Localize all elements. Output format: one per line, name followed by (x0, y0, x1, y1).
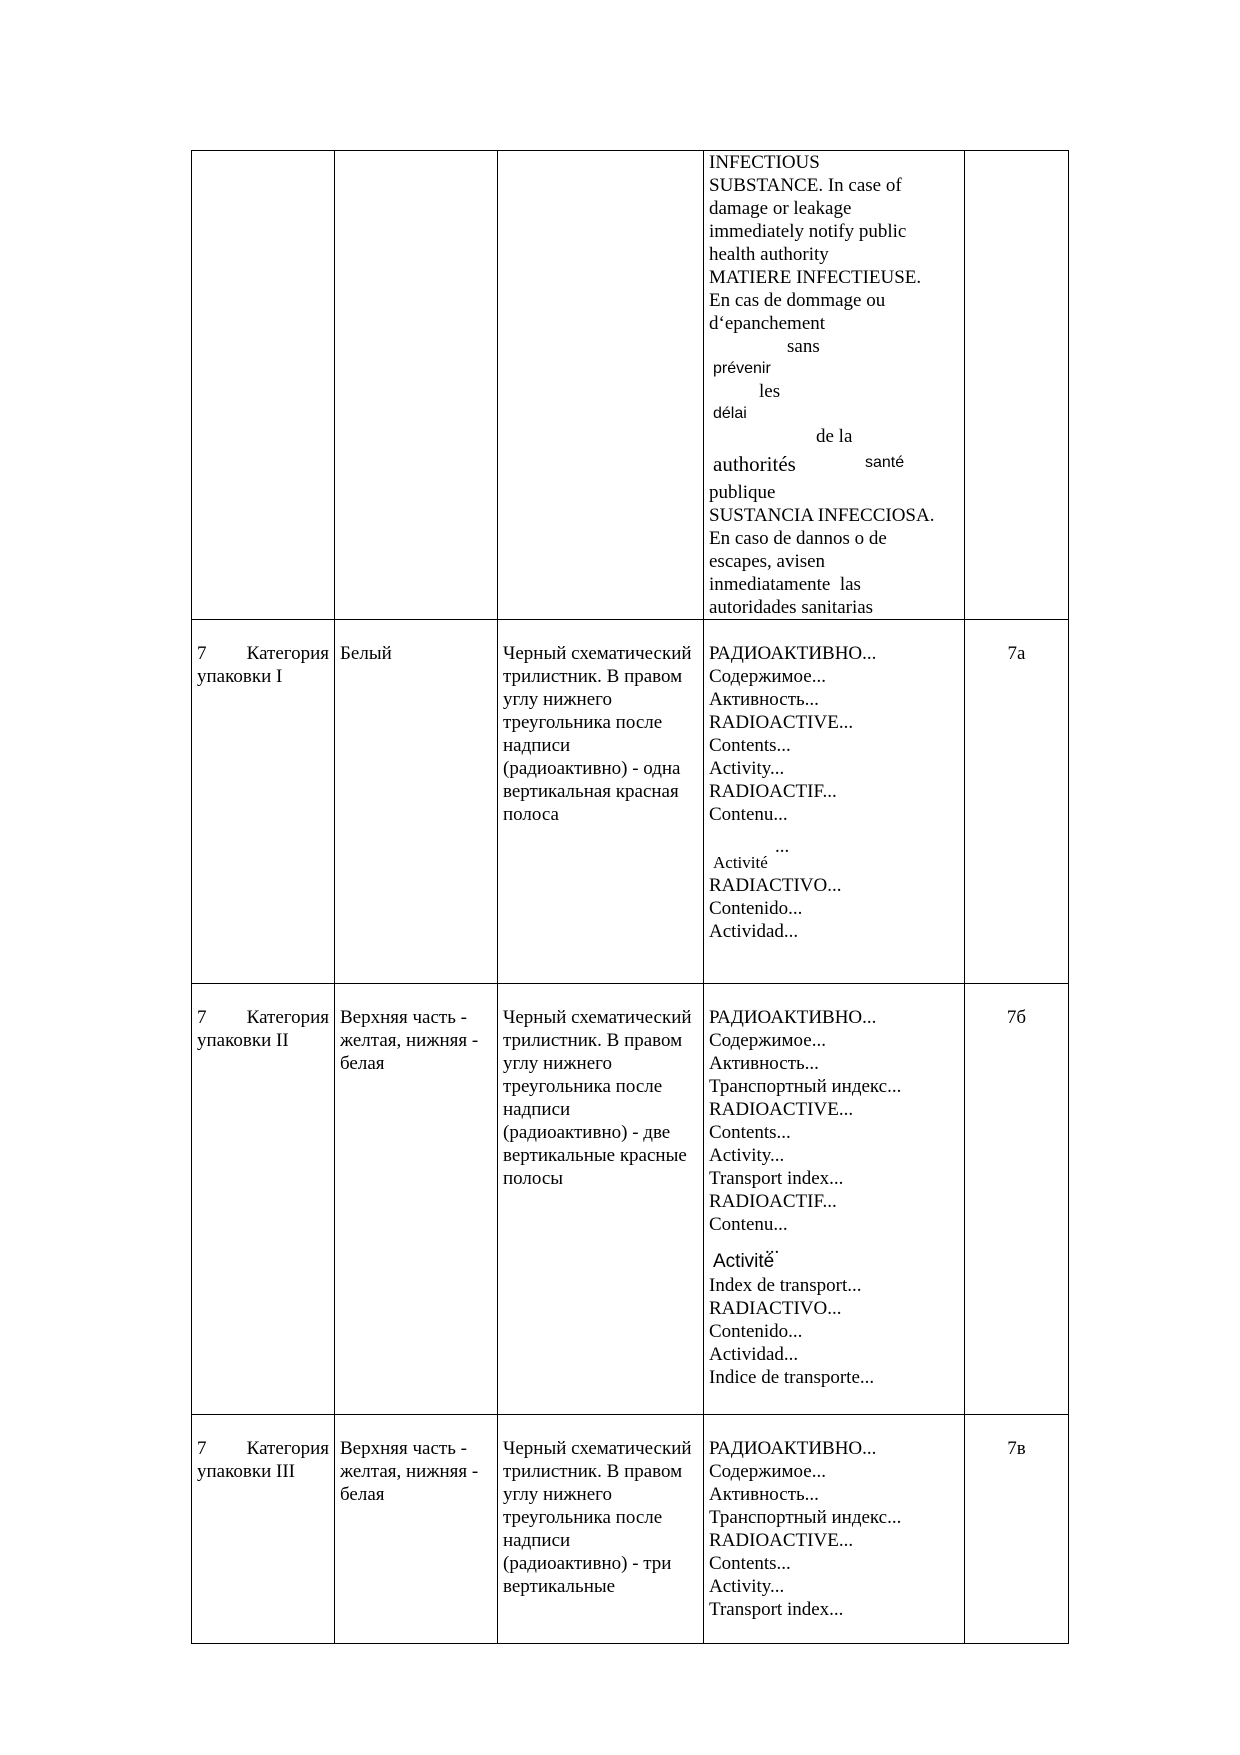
label-number: 7б (1006, 1007, 1027, 1028)
marking-line: Contents... (709, 1553, 791, 1574)
marking-line: РАДИОАКТИВНО... (709, 1007, 877, 1028)
marking-line: RADIOACTIVE... (709, 712, 854, 733)
marking-line: Transport index... (709, 1168, 844, 1189)
marking-line: Содержимое... (709, 1030, 826, 1051)
color-text: Белый (340, 643, 392, 664)
marking-line: RADIOACTIVE... (709, 1099, 854, 1120)
marking-line: damage or leakage (709, 198, 852, 219)
marking-line: Activity... (709, 758, 785, 779)
marking-line: Транспортный индекс... (709, 1507, 902, 1528)
marking-line: Содержимое... (709, 666, 826, 687)
color-cell (335, 620, 498, 984)
marking-line: Contents... (709, 1122, 791, 1143)
marking-line: d‘epanchement (709, 313, 826, 334)
marking-fragment: Activité (713, 853, 768, 872)
marking-fragment: Activité (713, 1251, 775, 1272)
label-table (191, 150, 1069, 1644)
marking-line: RADIOACTIVE... (709, 1530, 854, 1551)
marking-line: RADIACTIVO... (709, 1298, 842, 1319)
marking-line: immediately notify public (709, 221, 907, 242)
marking-cell (704, 620, 965, 984)
marking-line: Активность... (709, 689, 819, 710)
symbol-cell (498, 620, 704, 984)
color-text: Верхняя часть - желтая, нижняя - белая (340, 1438, 479, 1505)
marking-fragment: prévenir (713, 360, 771, 377)
marking-fragment: santé (865, 454, 905, 471)
marking-line: Contenido... (709, 898, 803, 919)
marking-line: RADIACTIVO... (709, 875, 842, 896)
marking-line: Index de transport... (709, 1275, 862, 1296)
marking-line: РАДИОАКТИВНО... (709, 643, 877, 664)
marking-fragment: ... (765, 1237, 780, 1258)
class-cell (192, 984, 335, 1415)
marking-line: Contenido... (709, 1321, 803, 1342)
symbol-text: Черный схематический трилистник. В правом углу нижнего треугольника после надписи (радиоактивно) - три вертикальные (503, 1438, 692, 1597)
marking-line: En cas de dommage ou (709, 290, 886, 311)
marking-line: Actividad... (709, 1344, 799, 1365)
marking-line: RADIOACTIF... (709, 781, 837, 802)
marking-line: health authority (709, 244, 829, 265)
marking-line: inmediatamente las (709, 574, 861, 595)
class-number: 7 (197, 1438, 207, 1459)
color-text: Верхняя часть - желтая, нижняя - белая (340, 1007, 479, 1074)
marking-line: Активность... (709, 1053, 819, 1074)
marking-cell (704, 151, 965, 620)
marking-line: Contenu... (709, 804, 788, 825)
class-cell (192, 1415, 335, 1644)
marking-line: Indice de transporte... (709, 1367, 875, 1388)
marking-line: Contenu... (709, 1214, 788, 1235)
marking-line: SUSTANCIA INFECCIOSA. (709, 505, 935, 526)
color-cell (335, 151, 498, 620)
marking-fragment: ... (775, 836, 790, 857)
label-number-cell (965, 151, 1069, 620)
table-row (192, 151, 1069, 620)
label-number-cell (965, 1415, 1069, 1644)
marking-line: INFECTIOUS (709, 152, 820, 173)
marking-line: Активность... (709, 1484, 819, 1505)
marking-fragment: de la (816, 426, 853, 447)
label-number-cell (965, 620, 1069, 984)
class-category-rest: упаковки III (197, 1461, 295, 1482)
marking-line: autoridades sanitarias (709, 597, 874, 618)
class-cell (192, 151, 335, 620)
marking-fragment: sans (787, 336, 820, 357)
label-number: 7в (1007, 1438, 1026, 1459)
class-cell (192, 620, 335, 984)
marking-line: RADIOACTIF... (709, 1191, 837, 1212)
marking-line: РАДИОАКТИВНО... (709, 1438, 877, 1459)
table-row (192, 620, 1069, 984)
marking-line: SUBSTANCE. In case of (709, 175, 902, 196)
table-row (192, 1415, 1069, 1644)
symbol-cell (498, 151, 704, 620)
class-category-rest: упаковки II (197, 1030, 289, 1051)
class-category: Категория (246, 1007, 329, 1028)
label-number: 7а (1007, 643, 1026, 664)
marking-cell (704, 984, 965, 1415)
marking-line: publique (709, 482, 776, 503)
marking-line: Transport index... (709, 1599, 844, 1620)
class-category: Категория (246, 1438, 329, 1459)
marking-fragment: délai (713, 405, 747, 422)
marking-line: Contents... (709, 735, 791, 756)
symbol-cell (498, 984, 704, 1415)
symbol-cell (498, 1415, 704, 1644)
marking-fragment: les (759, 381, 781, 402)
class-number: 7 (197, 1007, 207, 1028)
color-cell (335, 984, 498, 1415)
marking-line: escapes, avisen (709, 551, 826, 572)
marking-line: En caso de dannos o de (709, 528, 887, 549)
symbol-text: Черный схематический трилистник. В правом углу нижнего треугольника после надписи (радиоактивно) - две вертикальные красные полосы (503, 1007, 692, 1189)
marking-line: Транспортный индекс... (709, 1076, 902, 1097)
marking-line: MATIERE INFECTIEUSE. (709, 267, 922, 288)
marking-line: Содержимое... (709, 1461, 826, 1482)
table-row (192, 984, 1069, 1415)
color-cell (335, 1415, 498, 1644)
class-category: Категория (246, 643, 329, 664)
class-category-rest: упаковки I (197, 666, 283, 687)
marking-fragment: authorités (713, 452, 796, 476)
marking-line: Activity... (709, 1576, 785, 1597)
symbol-text: Черный схематический трилистник. В правом углу нижнего треугольника после надписи (радиоактивно) - одна вертикальная красная полоса (503, 643, 692, 825)
marking-line: Actividad... (709, 921, 799, 942)
marking-line: Activity... (709, 1145, 785, 1166)
class-number: 7 (197, 643, 207, 664)
marking-cell (704, 1415, 965, 1644)
label-number-cell (965, 984, 1069, 1415)
